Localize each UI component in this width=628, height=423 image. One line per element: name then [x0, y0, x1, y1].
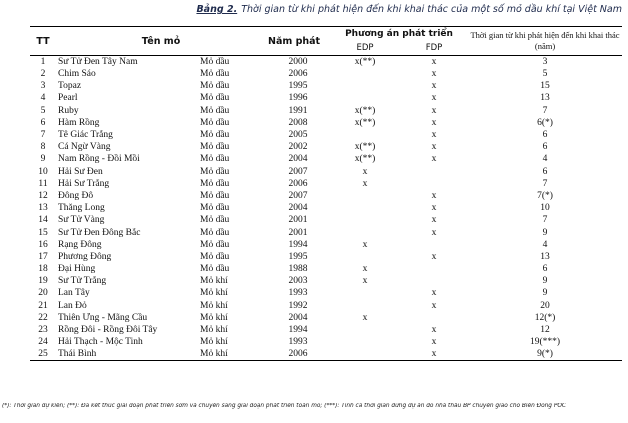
edp-mark: x	[362, 264, 368, 275]
edp-mark	[330, 226, 400, 238]
fdp-mark: x	[431, 142, 437, 153]
row-number: 2	[40, 69, 46, 80]
field-type: Mỏ dầu	[200, 130, 230, 141]
field-name: Hàm Rồng	[58, 117, 100, 128]
table-row	[30, 117, 622, 129]
discovery-year: 1994	[288, 239, 308, 250]
fdp-mark: x	[431, 300, 437, 311]
field-name: Hải Sư Trắng	[58, 178, 110, 189]
discovery-year: 2001	[288, 227, 308, 238]
field-type: Mỏ khí	[200, 337, 228, 348]
row-number: 8	[40, 142, 46, 153]
field-name: Tê Giác Trắng	[58, 130, 113, 141]
row-number: 9	[40, 154, 46, 165]
edp-mark: x(**)	[354, 105, 376, 116]
table-row	[30, 178, 622, 190]
row-number: 7	[40, 130, 46, 141]
discovery-year: 2008	[288, 117, 308, 128]
field-name: Sư Tử Vàng	[58, 215, 105, 226]
row-number: 6	[40, 117, 46, 128]
edp-mark: x	[362, 178, 368, 189]
table-row	[30, 287, 622, 299]
time-to-production: 7	[542, 215, 548, 226]
discovery-year: 1994	[288, 325, 308, 336]
edp-mark	[330, 80, 400, 92]
field-name: Lan Đỏ	[58, 300, 87, 311]
edp-mark	[330, 214, 400, 226]
edp-mark	[330, 324, 400, 336]
header-field-name: Tên mỏ	[56, 27, 266, 56]
field-type: Mỏ dầu	[200, 117, 230, 128]
field-type: Mỏ dầu	[200, 69, 230, 80]
table-row	[30, 202, 622, 214]
field-name: Chim Sáo	[58, 69, 96, 80]
header-time-to-production: Thời gian từ khi phát hiện đến khi khai thác (năm)	[468, 27, 622, 56]
table-row	[30, 239, 622, 251]
field-type: Mỏ khí	[200, 288, 228, 299]
row-number: 20	[38, 288, 48, 299]
row-number: 3	[40, 81, 46, 92]
field-name: Đông Đô	[58, 190, 94, 201]
edp-mark	[330, 336, 400, 348]
field-type: Mỏ khí	[200, 312, 228, 323]
fdp-mark: x	[431, 203, 437, 214]
edp-mark: x	[362, 239, 368, 250]
edp-mark	[330, 348, 400, 361]
fdp-mark	[400, 263, 468, 275]
time-to-production: 6	[542, 142, 548, 153]
header-development-plan: Phương án phát triển	[330, 27, 468, 42]
time-to-production: 5	[542, 69, 548, 80]
field-type: Mỏ dầu	[200, 154, 230, 165]
table-row	[30, 190, 622, 202]
field-name: Nam Rồng - Đồi Mồi	[58, 154, 140, 165]
time-to-production: 9	[542, 227, 548, 238]
row-number: 17	[38, 251, 48, 262]
row-number: 16	[38, 239, 48, 250]
field-type: Mỏ dầu	[200, 251, 230, 262]
row-number: 13	[38, 203, 48, 214]
discovery-year: 2007	[288, 166, 308, 177]
discovery-year: 2002	[288, 142, 308, 153]
time-to-production: 7(*)	[537, 190, 553, 201]
row-number: 5	[40, 105, 46, 116]
field-type: Mỏ dầu	[200, 215, 230, 226]
field-name: Rạng Đông	[58, 239, 102, 250]
field-type: Mỏ dầu	[200, 203, 230, 214]
table-caption	[0, 4, 622, 18]
discovery-year: 1995	[288, 251, 308, 262]
fdp-mark	[400, 312, 468, 324]
header-discovery-year: Năm phát	[266, 27, 330, 56]
fdp-mark	[400, 239, 468, 251]
fdp-mark	[400, 178, 468, 190]
discovery-year: 2006	[288, 69, 308, 80]
table-row	[30, 153, 622, 165]
time-to-production: 4	[542, 239, 548, 250]
row-number: 23	[38, 325, 48, 336]
discovery-year: 2001	[288, 215, 308, 226]
fdp-mark: x	[431, 93, 437, 104]
fdp-mark: x	[400, 348, 468, 361]
field-name: Thăng Long	[58, 203, 105, 214]
field-name: Sư Tử Đen Đông Bắc	[58, 227, 141, 238]
field-name: Hải Sư Đen	[58, 166, 103, 177]
field-name: Thái Bình	[56, 348, 198, 361]
header-fdp: FDP	[400, 42, 468, 56]
field-type: Mỏ dầu	[200, 57, 230, 67]
field-name: Sư Tử Trắng	[58, 276, 107, 287]
table-row	[30, 275, 622, 287]
field-name: Rồng Đôi - Rồng Đôi Tây	[58, 325, 158, 336]
edp-mark: x(**)	[354, 154, 376, 165]
fdp-mark: x	[431, 69, 437, 80]
field-name: Cá Ngừ Vàng	[58, 142, 111, 153]
table-row	[30, 324, 622, 336]
fdp-mark: x	[431, 337, 437, 348]
time-to-production: 13	[540, 251, 550, 262]
header-edp: EDP	[330, 42, 400, 56]
field-type: Mỏ khí	[200, 300, 228, 311]
fdp-mark: x	[431, 81, 437, 92]
row-number: 18	[38, 264, 48, 275]
row-number: 4	[40, 93, 46, 104]
edp-mark	[330, 68, 400, 80]
row-number: 19	[38, 276, 48, 287]
fdp-mark: x	[431, 130, 437, 141]
table-row	[30, 312, 622, 324]
edp-mark: x(**)	[354, 117, 376, 128]
table-header-row	[30, 27, 622, 42]
row-number: 15	[38, 227, 48, 238]
fdp-mark: x	[431, 288, 437, 299]
discovery-year: 2007	[288, 190, 308, 201]
field-type: Mỏ dầu	[200, 105, 230, 116]
header-tt: TT	[30, 27, 56, 56]
edp-mark: x	[362, 276, 368, 287]
field-name: Lan Tây	[58, 288, 90, 299]
table-row	[30, 348, 622, 361]
discovery-year: 2006	[266, 348, 330, 361]
row-number: 25	[30, 348, 56, 361]
time-to-production: 20	[540, 300, 550, 311]
table-row	[30, 226, 622, 238]
row-number: 14	[38, 215, 48, 226]
field-name: Hải Thạch - Mộc Tinh	[58, 337, 143, 348]
field-name: Thiên Ưng - Mãng Cầu	[58, 312, 148, 323]
edp-mark	[330, 129, 400, 141]
time-to-production: 9(*)	[468, 348, 622, 361]
field-type: Mỏ dầu	[200, 264, 230, 275]
row-number: 11	[38, 178, 48, 189]
fdp-mark: x	[431, 190, 437, 201]
fdp-mark: x	[431, 251, 437, 262]
table-row	[30, 92, 622, 104]
time-to-production: 12(*)	[534, 312, 556, 323]
discovery-year: 2003	[288, 276, 308, 287]
field-type: Mỏ dầu	[200, 239, 230, 250]
table-row	[30, 263, 622, 275]
discovery-year: 1988	[288, 264, 308, 275]
table-row	[30, 105, 622, 117]
table-row	[30, 80, 622, 92]
discovery-year: 2004	[288, 203, 308, 214]
discovery-year: 1991	[288, 105, 308, 116]
oil-gas-fields-table	[30, 26, 622, 361]
fdp-mark: x	[431, 105, 437, 116]
field-type: Mỏ dầu	[200, 142, 230, 153]
time-to-production: 4	[542, 154, 548, 165]
time-to-production: 6	[542, 264, 548, 275]
time-to-production: 6	[542, 166, 548, 177]
time-to-production: 19(***)	[529, 337, 561, 348]
time-to-production: 6	[542, 130, 548, 141]
field-name: Đại Hùng	[58, 264, 96, 275]
table-title: Thời gian từ khi phát hiện đến khi khai thác của một số mỏ dầu khí tại Việt Nam	[241, 4, 622, 15]
discovery-year: 2004	[288, 154, 308, 165]
row-number: 1	[40, 57, 46, 67]
table-row	[30, 336, 622, 348]
row-number: 10	[38, 166, 48, 177]
discovery-year: 2006	[288, 178, 308, 189]
field-name: Phương Đông	[58, 251, 112, 262]
time-to-production: 7	[542, 105, 548, 116]
row-number: 12	[38, 190, 48, 201]
edp-mark: x(**)	[354, 57, 376, 67]
row-number: 22	[38, 312, 48, 323]
field-name: Sư Tử Đen Tây Nam	[58, 57, 138, 67]
table-number: Bảng 2.	[196, 4, 238, 15]
time-to-production: 9	[542, 288, 548, 299]
edp-mark	[330, 92, 400, 104]
table-row	[30, 68, 622, 80]
table-row	[30, 56, 622, 69]
field-type: Mỏ dầu	[200, 81, 230, 92]
time-to-production: 15	[540, 81, 550, 92]
field-type: Mỏ dầu	[200, 178, 230, 189]
table-footnote: (*): Thời gian dự kiến; (**): Đã kết thúc giai đoạn phát triển sớm và chuyển sang giai đoạn phát triển toàn mỏ; (***): Tính cả thời gian dừng dự án do nhà thầu BP chuyển giao cho Biển Đông POC	[2, 403, 566, 409]
fdp-mark: x	[431, 325, 437, 336]
field-type: Mỏ khí	[200, 276, 228, 287]
field-type: Mỏ khí	[200, 325, 228, 336]
discovery-year: 1995	[288, 81, 308, 92]
time-to-production: 12	[540, 325, 550, 336]
edp-mark: x	[362, 166, 368, 177]
edp-mark	[330, 300, 400, 312]
time-to-production: 6(*)	[537, 117, 553, 128]
field-type: Mỏ dầu	[200, 190, 230, 201]
discovery-year: 1992	[288, 300, 308, 311]
field-type: Mỏ khí	[198, 348, 266, 361]
field-type: Mỏ dầu	[200, 166, 230, 177]
edp-mark: x(**)	[354, 142, 376, 153]
field-type: Mỏ dầu	[200, 227, 230, 238]
table-row	[30, 300, 622, 312]
table-row	[30, 214, 622, 226]
time-to-production: 3	[542, 57, 548, 67]
discovery-year: 2004	[288, 312, 308, 323]
edp-mark	[330, 251, 400, 263]
time-to-production: 9	[542, 276, 548, 287]
time-to-production: 7	[542, 178, 548, 189]
field-name: Pearl	[58, 93, 78, 104]
edp-mark	[330, 287, 400, 299]
edp-mark	[330, 202, 400, 214]
field-type: Mỏ dầu	[200, 93, 230, 104]
discovery-year: 1993	[288, 337, 308, 348]
fdp-mark	[400, 275, 468, 287]
fdp-mark: x	[431, 227, 437, 238]
row-number: 24	[38, 337, 48, 348]
table-row	[30, 166, 622, 178]
row-number: 21	[38, 300, 48, 311]
discovery-year: 1993	[288, 288, 308, 299]
table-row	[30, 251, 622, 263]
fdp-mark: x	[431, 57, 437, 67]
field-name: Ruby	[58, 105, 79, 116]
fdp-mark	[400, 166, 468, 178]
fdp-mark: x	[431, 154, 437, 165]
discovery-year: 1996	[288, 93, 308, 104]
fdp-mark: x	[431, 117, 437, 128]
field-name: Topaz	[58, 81, 82, 92]
table-body	[30, 56, 622, 361]
fdp-mark: x	[431, 215, 437, 226]
edp-mark	[330, 190, 400, 202]
time-to-production: 13	[540, 93, 550, 104]
discovery-year: 2005	[288, 130, 308, 141]
table-row	[30, 141, 622, 153]
time-to-production: 10	[540, 203, 550, 214]
discovery-year: 2000	[288, 57, 308, 67]
edp-mark: x	[362, 312, 368, 323]
table-row	[30, 129, 622, 141]
